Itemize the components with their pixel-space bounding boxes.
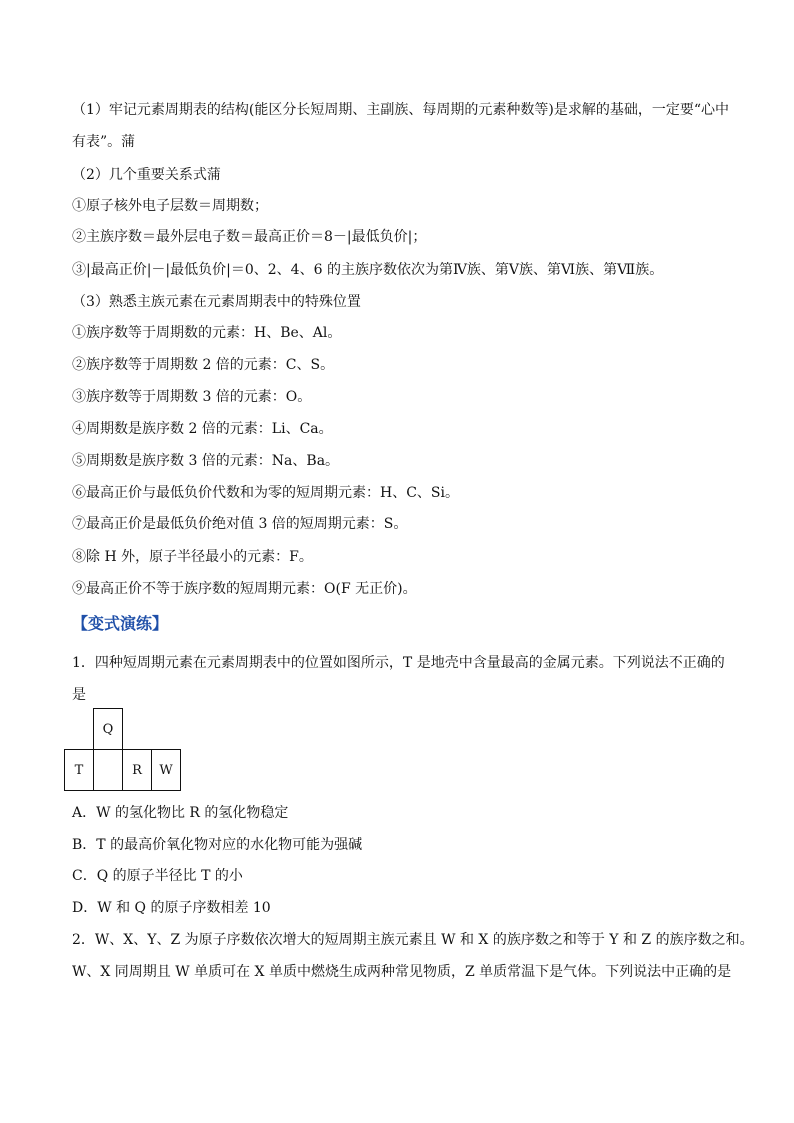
text-line-6: ③|最高正价|－|最低负价|＝0、2、4、6 的主族序数依次为第Ⅳ族、第Ⅴ族、第Ⅵ族、第Ⅶ族。 xyxy=(72,262,664,278)
text-line-16: ⑨最高正价不等于族序数的短周期元素：O(F 无正价)。 xyxy=(72,581,417,597)
q1-stem-line-2: 是 xyxy=(72,687,86,703)
text-line-14: ⑦最高正价是最低负价绝对值 3 倍的短周期元素：S。 xyxy=(72,516,408,532)
text-line-13: ⑥最高正价与最低负价代数和为零的短周期元素：H、C、Si。 xyxy=(72,485,459,501)
text-line-11: ④周期数是族序数 2 倍的元素：Li、Ca。 xyxy=(72,421,333,437)
q2-stem-line-1: 2．W、X、Y、Z 为原子序数依次增大的短周期主族元素且 W 和 X 的族序数之和等于 Y 和 Z 的族序数之和。 xyxy=(72,932,754,948)
text-line-3: （2）几个重要关系式蒲 xyxy=(72,167,221,183)
q1-option-b: B．T 的最高价氧化物对应的水化物可能为强碱 xyxy=(72,837,363,853)
text-line-9: ②族序数等于周期数 2 倍的元素：C、S。 xyxy=(72,357,335,373)
table-cell xyxy=(152,709,181,750)
table-row xyxy=(65,750,181,791)
periodic-table-fragment xyxy=(64,708,181,791)
text-line-2: 有表”。蒲 xyxy=(72,134,136,150)
q1-option-d: D．W 和 Q 的原子序数相差 10 xyxy=(72,900,271,916)
text-line-7: （3）熟悉主族元素在元素周期表中的特殊位置 xyxy=(72,294,361,310)
table-cell-r: R xyxy=(123,750,152,791)
table-cell-q: Q xyxy=(94,709,123,750)
section-heading: 【变式演练】 xyxy=(72,614,169,633)
table-row xyxy=(65,709,181,750)
text-line-8: ①族序数等于周期数的元素：H、Be、Al。 xyxy=(72,325,342,341)
text-line-12: ⑤周期数是族序数 3 倍的元素：Na、Ba。 xyxy=(72,453,340,469)
text-line-15: ⑧除 H 外，原子半径最小的元素：F。 xyxy=(72,549,313,565)
table-cell xyxy=(65,709,94,750)
q2-stem-line-2: W、X 同周期且 W 单质可在 X 单质中燃烧生成两种常见物质，Z 单质常温下是气体。下列说法中正确的是 xyxy=(72,964,732,980)
text-line-10: ③族序数等于周期数 3 倍的元素：O。 xyxy=(72,389,312,405)
text-line-1: （1）牢记元素周期表的结构(能区分长短周期、主副族、每周期的元素种数等)是求解的基础，一定要“心中 xyxy=(72,102,729,118)
q1-stem-line-1: 1．四种短周期元素在元素周期表中的位置如图所示，T 是地壳中含量最高的金属元素。下列说法不正确的 xyxy=(72,655,725,671)
q1-option-c: C．Q 的原子半径比 T 的小 xyxy=(72,868,243,884)
table-cell xyxy=(123,709,152,750)
text-line-4: ①原子核外电子层数＝周期数； xyxy=(72,198,268,214)
table-cell xyxy=(94,750,123,791)
q1-option-a: A．W 的氢化物比 R 的氢化物稳定 xyxy=(72,805,289,821)
table-cell-t: T xyxy=(65,750,94,791)
table-cell-w: W xyxy=(152,750,181,791)
text-line-5: ②主族序数＝最外层电子数＝最高正价＝8－|最低负价|； xyxy=(72,229,427,245)
